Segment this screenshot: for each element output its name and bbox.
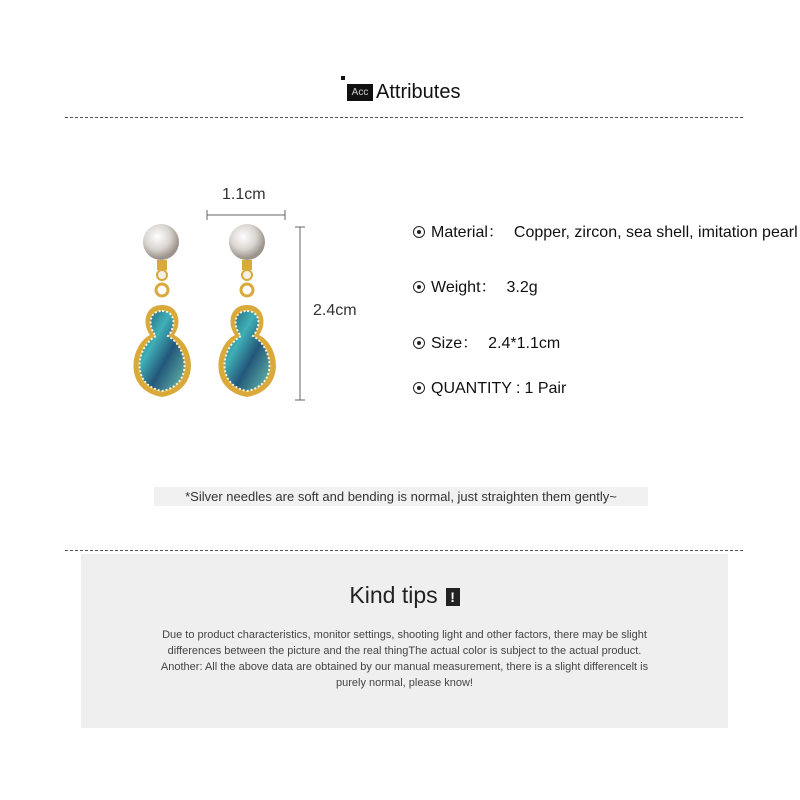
divider-top <box>65 117 743 118</box>
kind-tips-panel <box>81 554 728 728</box>
earrings-photo <box>110 205 310 415</box>
divider-bottom <box>65 550 743 551</box>
acc-badge: Acc <box>347 84 373 101</box>
tips-line: Another: All the above data are obtained by our manual measurement, there is a slight differencelt is <box>160 661 649 673</box>
spec-quantity <box>413 380 566 398</box>
spec-value: 1 Pair <box>524 380 567 397</box>
target-bullet-icon <box>413 382 425 394</box>
spec-size <box>413 330 560 353</box>
width-dimension-label: 1.1cm <box>222 186 266 203</box>
spec-material <box>413 219 798 242</box>
spec-value: 3.2g <box>506 279 538 296</box>
spec-label: QUANTITY : <box>431 380 521 397</box>
target-bullet-icon <box>413 281 425 293</box>
earring-right <box>218 224 275 397</box>
header-mark <box>341 76 345 80</box>
earring-left <box>133 224 190 397</box>
tips-line: Due to product characteristics, monitor settings, shooting light and other factors, there may be slight <box>162 629 647 641</box>
attributes-header <box>0 76 800 116</box>
height-measure-line <box>295 227 305 400</box>
spec-label: Material： <box>431 224 504 241</box>
height-dimension-label: 2.4cm <box>313 302 357 319</box>
target-bullet-icon <box>413 226 425 238</box>
target-bullet-icon <box>413 337 425 349</box>
width-measure-line <box>207 210 285 220</box>
exclamation-icon: ! <box>446 588 460 606</box>
tips-line: purely normal, please know! <box>336 677 473 689</box>
spec-label: Weight： <box>431 279 497 296</box>
kind-tips-title-text: Kind tips <box>349 582 438 608</box>
care-note: *Silver needles are soft and bending is normal, just straighten them gently~ <box>154 487 648 506</box>
kind-tips-title <box>81 582 728 609</box>
spec-weight <box>413 274 538 297</box>
spec-value: Copper, zircon, sea shell, imitation pearl <box>513 224 798 241</box>
kind-tips-text <box>111 627 698 691</box>
section-title: Attributes <box>376 81 461 103</box>
tips-line: differences between the picture and the real thingThe actual color is subject to the actual product. <box>167 645 642 657</box>
spec-label: Size： <box>431 335 479 352</box>
spec-value: 2.4*1.1cm <box>488 335 561 352</box>
